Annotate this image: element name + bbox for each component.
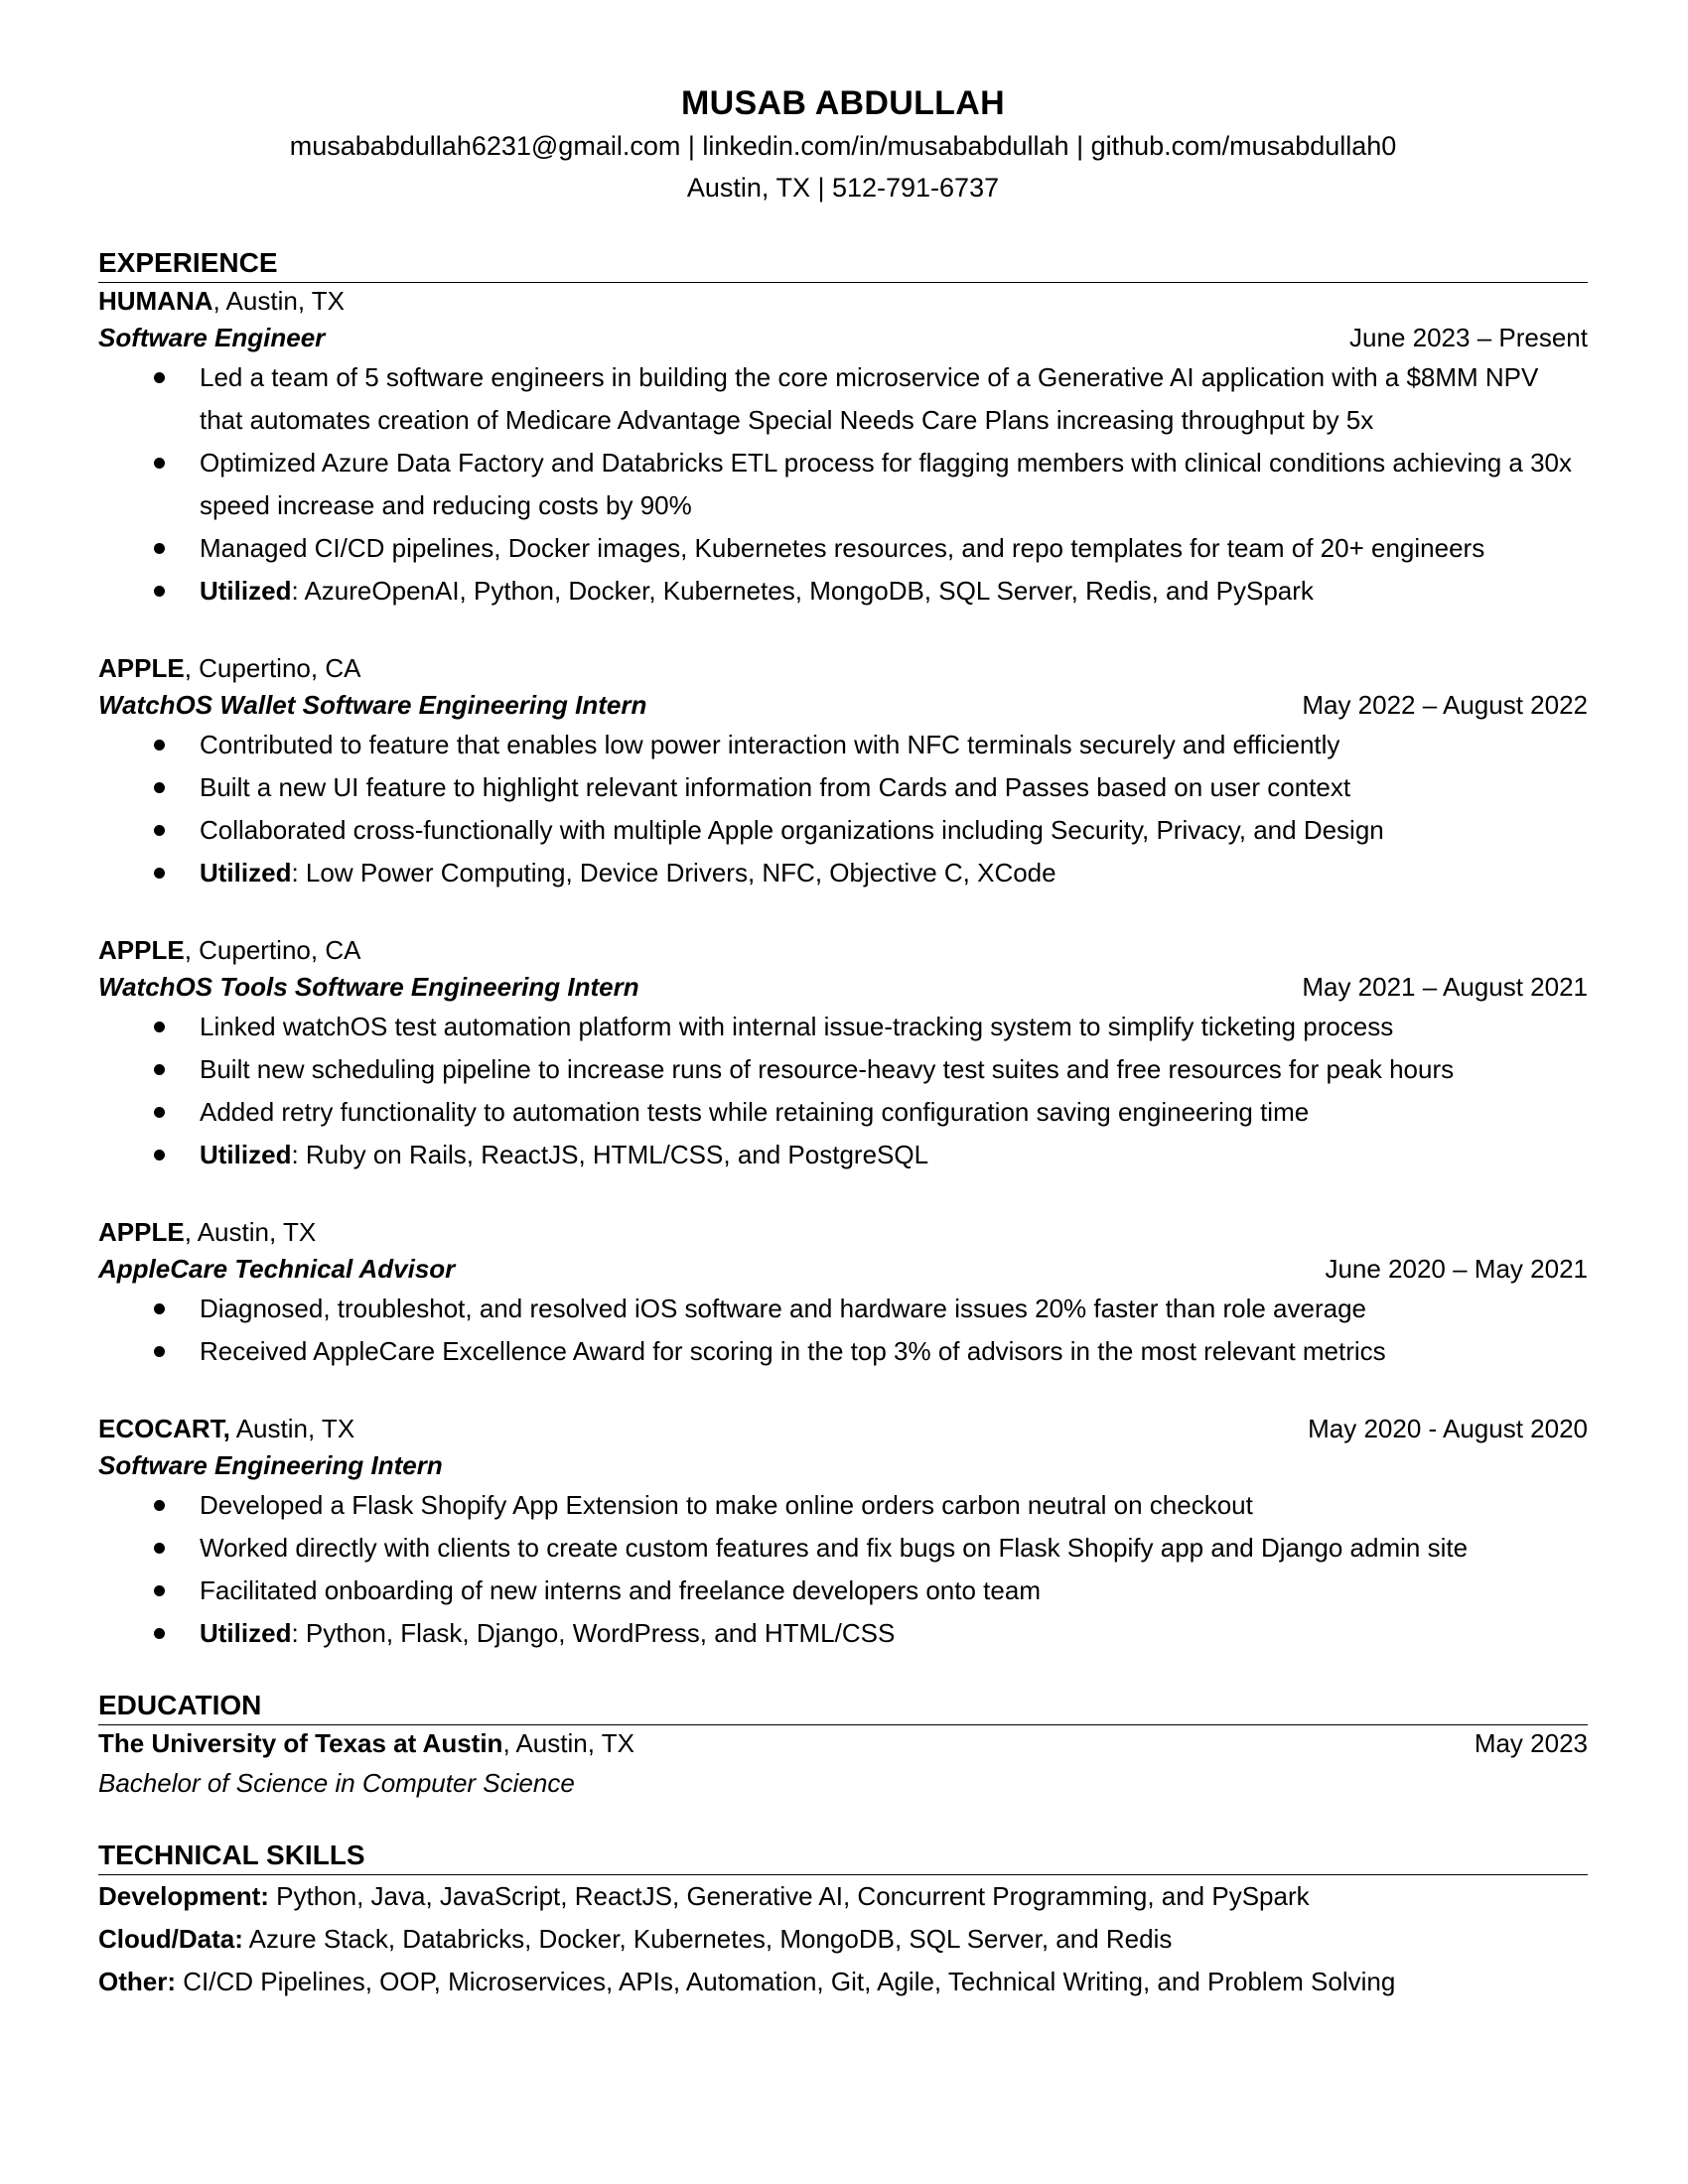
bullet-text: Developed a Flask Shopify App Extension to make online orders carbon neutral on checkout <box>200 1490 1253 1520</box>
bullet-icon <box>154 1543 165 1554</box>
bullet-icon <box>154 1303 165 1314</box>
candidate-name: MUSAB ABDULLAH <box>681 84 1005 122</box>
list-item <box>98 1288 1588 1330</box>
job-company-line <box>98 650 360 687</box>
bullet-icon <box>154 740 165 751</box>
job-company-row <box>98 1214 1588 1251</box>
bullet-text: Received AppleCare Excellence Award for scoring in the top 3% of advisors in the most relevant metrics <box>200 1336 1386 1366</box>
job-company-line <box>98 1411 354 1447</box>
job-role: Software Engineer <box>98 323 326 352</box>
experience-section <box>98 244 1588 1655</box>
bullet-text: Contributed to feature that enables low power interaction with NFC terminals securely and efficiently <box>200 730 1340 759</box>
list-item <box>98 356 1588 442</box>
company-name: APPLE <box>98 653 185 683</box>
job-role: AppleCare Technical Advisor <box>98 1254 456 1284</box>
education-school-row <box>98 1725 1588 1762</box>
job-company-row <box>98 1411 1588 1447</box>
skills-label: Other: <box>98 1967 176 1996</box>
company-name: APPLE <box>98 935 185 965</box>
job-dates: June 2020 – May 2021 <box>1325 1254 1588 1284</box>
list-item <box>98 1134 1588 1176</box>
job-entry <box>98 1214 1588 1373</box>
company-name: ECOCART, <box>98 1414 230 1443</box>
list-item <box>98 1612 1588 1655</box>
bullet-icon <box>154 458 165 469</box>
job-company-line <box>98 283 345 320</box>
utilized-label: Utilized <box>200 1618 292 1648</box>
list-item <box>98 442 1588 527</box>
skills-label: Development: <box>98 1881 269 1911</box>
company-name: APPLE <box>98 1217 185 1247</box>
skills-row-cloud-data <box>98 1918 1588 1961</box>
list-item <box>98 1006 1588 1048</box>
skills-row-development <box>98 1875 1588 1918</box>
job-role: WatchOS Tools Software Engineering Intern <box>98 972 639 1002</box>
utilized-label: Utilized <box>200 1140 292 1169</box>
list-item <box>98 570 1588 613</box>
company-location: , Austin, TX <box>212 286 346 316</box>
utilized-text: : Python, Flask, Django, WordPress, and HTML/CSS <box>291 1618 896 1648</box>
bullet-text: Collaborated cross-functionally with multiple Apple organizations including Security, Privacy, and Design <box>200 815 1384 845</box>
list-item <box>98 809 1588 852</box>
company-name: HUMANA <box>98 286 213 316</box>
contact-line-2: Austin, TX | 512-791-6737 <box>686 173 1000 203</box>
job-entry <box>98 932 1588 1176</box>
job-entry <box>98 283 1588 613</box>
section-title-skills: TECHNICAL SKILLS <box>98 1837 1588 1875</box>
bullet-icon <box>154 1150 165 1160</box>
list-item <box>98 852 1588 894</box>
utilized-label: Utilized <box>200 576 292 606</box>
bullet-text: Linked watchOS test automation platform with internal issue-tracking system to simplify ticketing process <box>200 1012 1394 1041</box>
education-section <box>98 1687 1588 1805</box>
skills-row-other <box>98 1961 1588 2003</box>
list-item <box>98 1527 1588 1570</box>
list-item <box>98 1570 1588 1612</box>
bullet-text: Led a team of 5 software engineers in building the core microservice of a Generative AI application with a $8MM NPV that automates creation of Medicare Advantage Special Needs Care Plans increasing throughput by 5x <box>200 362 1539 435</box>
bullet-icon <box>154 1064 165 1075</box>
skills-value: CI/CD Pipelines, OOP, Microservices, APIs, Automation, Git, Agile, Technical Writing, and Problem Solving <box>176 1967 1396 1996</box>
bullet-text: Built new scheduling pipeline to increase runs of resource-heavy test suites and free resources for peak hours <box>200 1054 1455 1084</box>
job-dates: June 2023 – Present <box>1349 323 1588 352</box>
job-dates: May 2021 – August 2021 <box>1302 972 1588 1002</box>
list-item <box>98 766 1588 809</box>
job-role-row <box>98 1447 1588 1484</box>
job-role: Software Engineering Intern <box>98 1450 443 1480</box>
bullet-icon <box>154 372 165 383</box>
company-location: , Cupertino, CA <box>184 653 361 683</box>
bullet-icon <box>154 586 165 597</box>
bullet-text: Added retry functionality to automation tests while retaining configuration saving engineering time <box>200 1097 1310 1127</box>
skills-value: Azure Stack, Databricks, Docker, Kubernetes, MongoDB, SQL Server, and Redis <box>242 1924 1173 1954</box>
job-bullets <box>98 1484 1588 1655</box>
job-bullets <box>98 356 1588 613</box>
contact-line-1: musababdullah6231@gmail.com | linkedin.com/in/musababdullah | github.com/musabdullah0 <box>289 131 1397 161</box>
skills-label: Cloud/Data: <box>98 1924 243 1954</box>
bullet-text: Optimized Azure Data Factory and Databricks ETL process for flagging members with clinical conditions achieving a 30x speed increase and reducing costs by 90% <box>200 448 1572 520</box>
bullet-icon <box>154 1500 165 1511</box>
bullet-icon <box>154 1022 165 1032</box>
skills-value: Python, Java, JavaScript, ReactJS, Generative AI, Concurrent Programming, and PySpark <box>268 1881 1310 1911</box>
job-role: WatchOS Wallet Software Engineering Intern <box>98 690 647 720</box>
job-dates: May 2022 – August 2022 <box>1302 690 1588 720</box>
bullet-text: Managed CI/CD pipelines, Docker images, Kubernetes resources, and repo templates for team of 20+ engineers <box>200 533 1485 563</box>
list-item <box>98 1091 1588 1134</box>
school-name: The University of Texas at Austin <box>98 1728 503 1758</box>
school-location: , Austin, TX <box>502 1728 634 1758</box>
list-item <box>98 527 1588 570</box>
job-bullets <box>98 1006 1588 1176</box>
bullet-icon <box>154 825 165 836</box>
company-location: , Cupertino, CA <box>184 935 361 965</box>
company-location: Austin, TX <box>229 1414 355 1443</box>
job-dates: May 2020 - August 2020 <box>1308 1414 1588 1443</box>
job-company-line <box>98 932 360 969</box>
job-company-row <box>98 932 1588 969</box>
bullet-icon <box>154 782 165 793</box>
bullet-icon <box>154 1628 165 1639</box>
list-item <box>98 1330 1588 1373</box>
utilized-text: : Low Power Computing, Device Drivers, NFC, Objective C, XCode <box>291 858 1056 887</box>
job-role-row <box>98 687 1588 724</box>
section-title-education: EDUCATION <box>98 1687 1588 1725</box>
job-role-row <box>98 969 1588 1006</box>
education-date: May 2023 <box>1474 1728 1588 1758</box>
education-school-line <box>98 1725 634 1762</box>
resume-page <box>98 81 1588 2003</box>
bullet-icon <box>154 1346 165 1357</box>
job-role-row <box>98 320 1588 356</box>
bullet-icon <box>154 1585 165 1596</box>
utilized-text: : AzureOpenAI, Python, Docker, Kubernetes, MongoDB, SQL Server, Redis, and PySpark <box>291 576 1314 606</box>
job-company-row <box>98 650 1588 687</box>
bullet-icon <box>154 1107 165 1118</box>
company-location: , Austin, TX <box>184 1217 317 1247</box>
bullet-text: Worked directly with clients to create custom features and fix bugs on Flask Shopify app and Django admin site <box>200 1533 1469 1563</box>
list-item <box>98 1048 1588 1091</box>
job-bullets <box>98 724 1588 894</box>
bullet-text: Diagnosed, troubleshot, and resolved iOS software and hardware issues 20% faster than role average <box>200 1294 1367 1323</box>
list-item <box>98 1484 1588 1527</box>
job-bullets <box>98 1288 1588 1373</box>
job-company-row <box>98 283 1588 320</box>
bullet-text: Built a new UI feature to highlight relevant information from Cards and Passes based on user context <box>200 772 1351 802</box>
job-role-row <box>98 1251 1588 1288</box>
job-entry <box>98 650 1588 894</box>
bullet-icon <box>154 543 165 554</box>
education-degree-row <box>98 1762 1588 1805</box>
utilized-label: Utilized <box>200 858 292 887</box>
bullet-text: Facilitated onboarding of new interns and freelance developers onto team <box>200 1575 1041 1605</box>
utilized-text: : Ruby on Rails, ReactJS, HTML/CSS, and PostgreSQL <box>291 1140 929 1169</box>
bullet-icon <box>154 868 165 879</box>
degree: Bachelor of Science in Computer Science <box>98 1768 575 1798</box>
list-item <box>98 724 1588 766</box>
skills-section <box>98 1837 1588 2003</box>
job-entry <box>98 1411 1588 1655</box>
section-title-experience: EXPERIENCE <box>98 244 1588 283</box>
job-company-line <box>98 1214 316 1251</box>
